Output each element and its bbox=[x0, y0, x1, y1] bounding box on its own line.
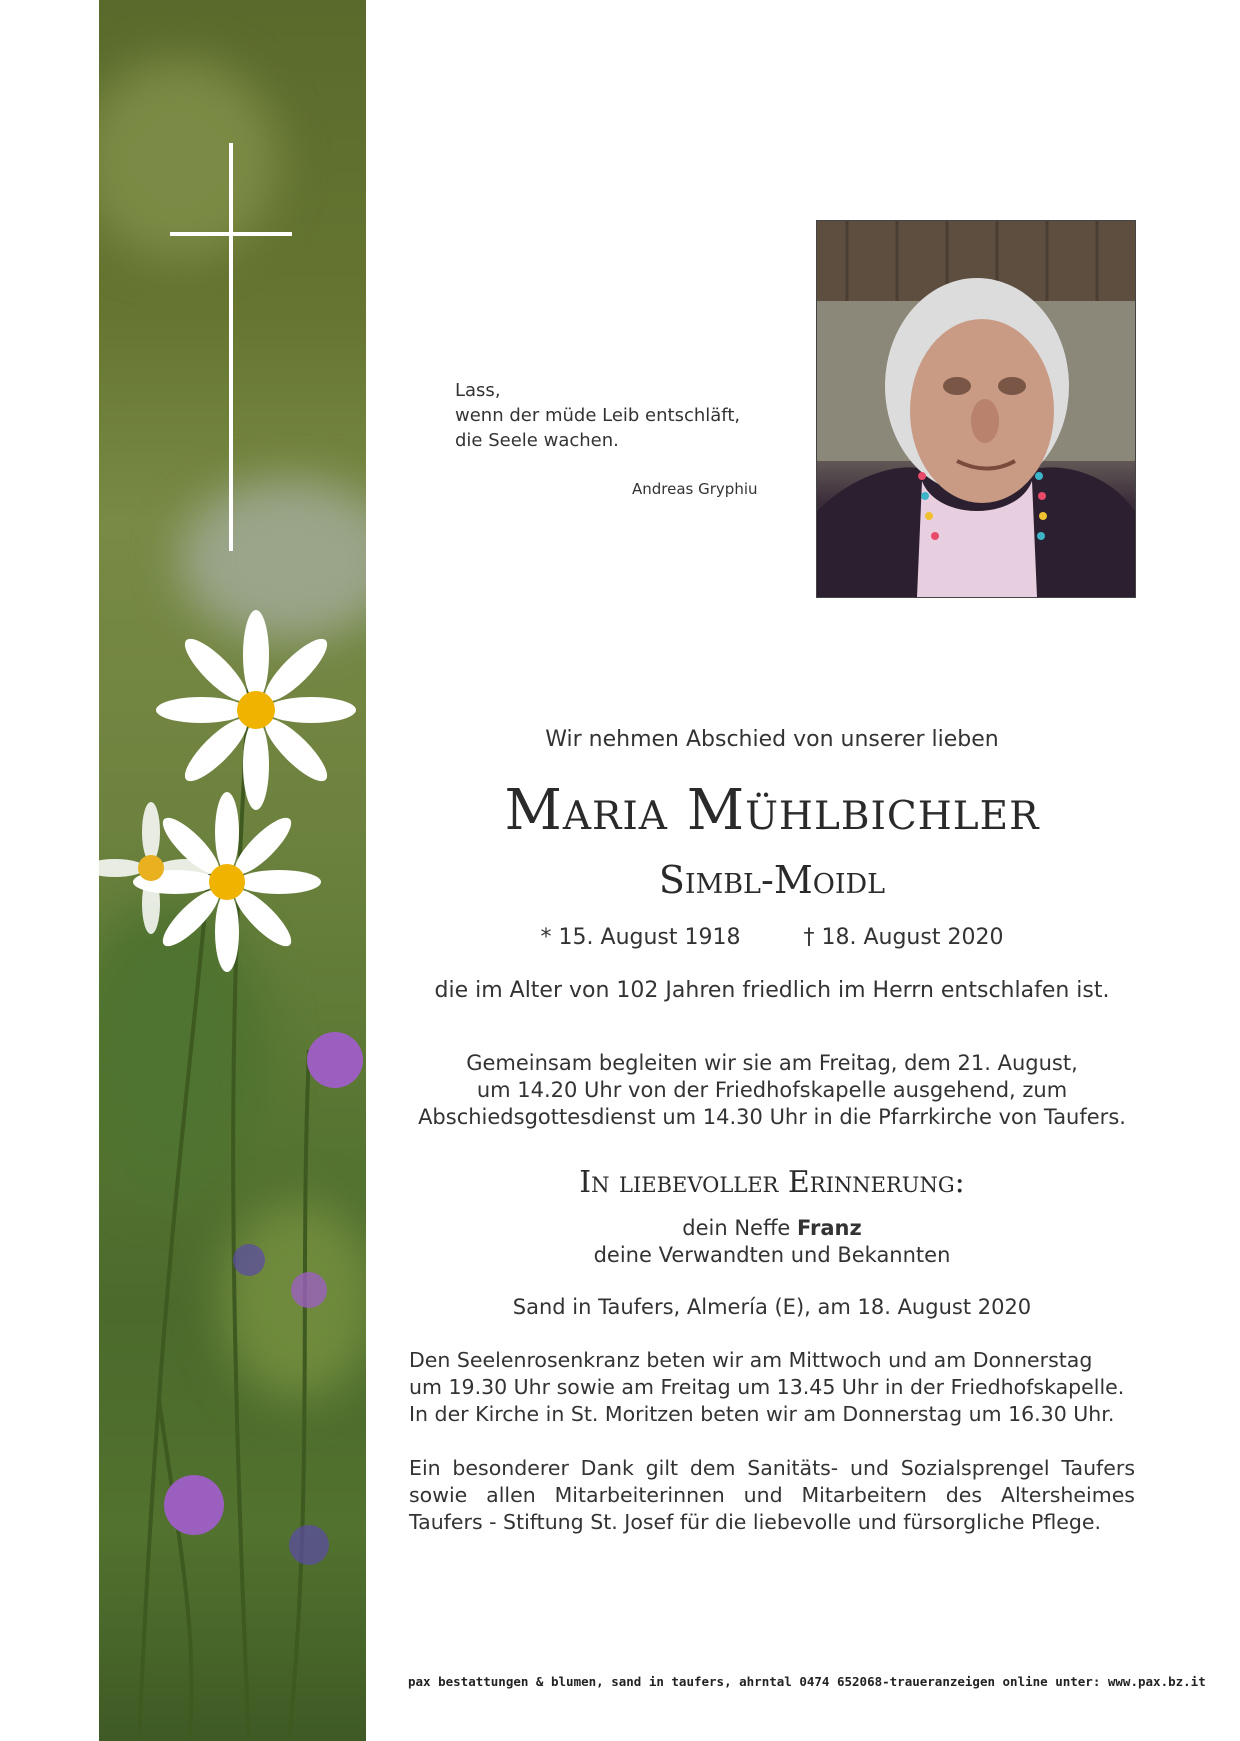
cross-icon-bar bbox=[170, 232, 292, 236]
quote-author: Andreas Gryphiu bbox=[632, 480, 758, 498]
funeral-line: Gemeinsam begleiten wir sie am Freitag, dem 21. August, bbox=[466, 1051, 1078, 1075]
poem-quote bbox=[455, 378, 740, 453]
rosary-line: In der Kirche in St. Moritzen beten wir am Donnerstag um 16.30 Uhr. bbox=[409, 1402, 1115, 1426]
funeral-line: Abschiedsgottesdienst um 14.30 Uhr in die Pfarrkirche von Taufers. bbox=[418, 1105, 1126, 1129]
rosary-info bbox=[409, 1347, 1135, 1428]
farewell-intro: Wir nehmen Abschied von unserer lieben bbox=[545, 727, 999, 752]
age-line: die im Alter von 102 Jahren friedlich im Herrn entschlafen ist. bbox=[434, 978, 1110, 1003]
deceased-nickname: Simbl-Moidl bbox=[658, 858, 886, 902]
cross-icon bbox=[229, 143, 233, 551]
funeral-line: um 14.20 Uhr von der Friedhofskapelle ausgehend, zum bbox=[476, 1078, 1068, 1102]
portrait-photo bbox=[816, 220, 1136, 598]
mourner-line: deine Verwandten und Bekannten bbox=[593, 1243, 951, 1267]
memory-heading: In liebevoller Erinnerung: bbox=[579, 1165, 965, 1200]
death-date: † 18. August 2020 bbox=[803, 925, 1004, 950]
flower-side-strip bbox=[99, 0, 366, 1741]
funeral-info bbox=[400, 1050, 1144, 1131]
footer-imprint: pax bestattungen & blumen, sand in taufers, ahrntal 0474 652068-traueranzeigen online unter: www.pax.bz.it bbox=[408, 1674, 1206, 1689]
quote-line: Lass, bbox=[455, 380, 501, 401]
deceased-name: Maria Mühlbichler bbox=[504, 778, 1040, 843]
mourners bbox=[400, 1215, 1144, 1269]
mourner-name: Franz bbox=[797, 1216, 862, 1240]
daisy-flower-image bbox=[99, 590, 366, 1741]
rosary-line: um 19.30 Uhr sowie am Freitag um 13.45 Uhr in der Friedhofskapelle. bbox=[409, 1375, 1125, 1399]
mourner-prefix: dein Neffe bbox=[682, 1216, 798, 1240]
quote-line: die Seele wachen. bbox=[455, 430, 619, 451]
mourner-line bbox=[400, 1215, 1144, 1242]
rosary-line: Den Seelenrosenkranz beten wir am Mittwoch und am Donnerstag bbox=[409, 1348, 1093, 1372]
quote-line: wenn der müde Leib entschläft, bbox=[455, 405, 741, 426]
life-dates bbox=[400, 925, 1144, 950]
portrait-illustration bbox=[817, 221, 1135, 597]
thanks-paragraph: Ein besonderer Dank gilt dem Sanitäts- und Sozialsprengel Taufers sowie allen Mitarbeiterinnen und Mitarbeitern des Altersheimes Taufers - Stiftung St. Josef für die liebevolle und fürsorgliche Pflege. bbox=[409, 1456, 1135, 1534]
place-date: Sand in Taufers, Almería (E), am 18. August 2020 bbox=[512, 1295, 1032, 1319]
birth-date: * 15. August 1918 bbox=[540, 925, 741, 950]
